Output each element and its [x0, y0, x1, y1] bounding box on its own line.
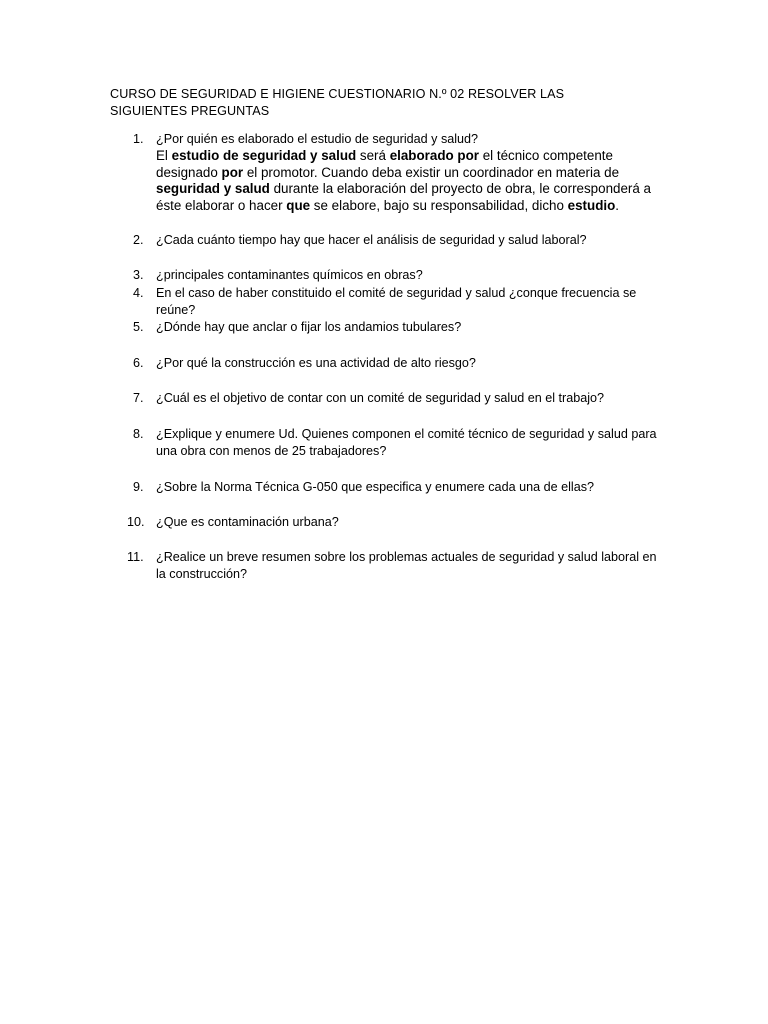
- question-text: ¿Por quién es elaborado el estudio de seguridad y salud?: [156, 132, 479, 146]
- question-text: ¿Por qué la construcción es una actividad de alto riesgo?: [156, 356, 476, 370]
- question-number: 10.: [127, 515, 145, 529]
- answer-text: se elabore, bajo su responsabilidad, dicho: [310, 197, 568, 213]
- answer-bold-text: estudio de seguridad y salud: [171, 148, 357, 163]
- question-text: ¿Realice un breve resumen sobre los problemas actuales de seguridad y salud laboral en la construcción?: [156, 550, 657, 581]
- question-text: ¿Cuál es el objetivo de contar con un comité de seguridad y salud en el trabajo?: [156, 391, 605, 405]
- answer-text: .: [615, 197, 620, 213]
- question-number: 3.: [133, 268, 144, 282]
- question-text: ¿principales contaminantes químicos en obras?: [156, 268, 423, 282]
- question-number: 9.: [133, 480, 144, 494]
- question-number: 4.: [133, 286, 144, 300]
- question-number: 7.: [133, 391, 144, 405]
- question-number: 2.: [133, 233, 144, 247]
- answer-text: durante la elaboración del proyecto de obra, le corresponderá a éste elaborar o hacer: [156, 181, 651, 213]
- question-text: ¿Que es contaminación urbana?: [156, 515, 339, 529]
- question-text: ¿Dónde hay que anclar o fijar los andamios tubulares?: [156, 320, 462, 334]
- answer-text: el técnico competente designado: [156, 148, 613, 180]
- answer-bold-text: por: [221, 164, 244, 180]
- answer-text: El: [156, 148, 172, 163]
- question-text: ¿Cada cuánto tiempo hay que hacer el análisis de seguridad y salud laboral?: [156, 233, 587, 247]
- answer-bold-text: que: [286, 197, 311, 213]
- question-number: 5.: [133, 320, 144, 334]
- question-number: 11.: [127, 550, 144, 564]
- question-text: En el caso de haber constituido el comité de seguridad y salud ¿conque frecuencia se reúne?: [156, 286, 637, 317]
- answer-bold-text: estudio: [567, 197, 616, 213]
- answer-text: el promotor. Cuando deba existir un coordinador en materia de: [243, 164, 620, 180]
- question-text: ¿Sobre la Norma Técnica G-050 que especifica y enumere cada una de ellas?: [156, 480, 594, 494]
- answer-text: será: [356, 148, 390, 163]
- document-title: CURSO DE SEGURIDAD E HIGIENE CUESTIONARIO N.º 02 RESOLVER LAS SIGUIENTES PREGUNTAS: [110, 87, 565, 118]
- answer-paragraph: [156, 148, 676, 214]
- question-number: 1.: [133, 132, 144, 146]
- answer-bold-text: seguridad y salud: [156, 181, 270, 197]
- question-text: ¿Explique y enumere Ud. Quienes componen el comité técnico de seguridad y salud para una obra con menos de 25 trabajadores?: [156, 427, 657, 458]
- question-number: 8.: [133, 427, 144, 441]
- question-number: 6.: [133, 356, 144, 370]
- answer-bold-text: elaborado por: [389, 148, 479, 163]
